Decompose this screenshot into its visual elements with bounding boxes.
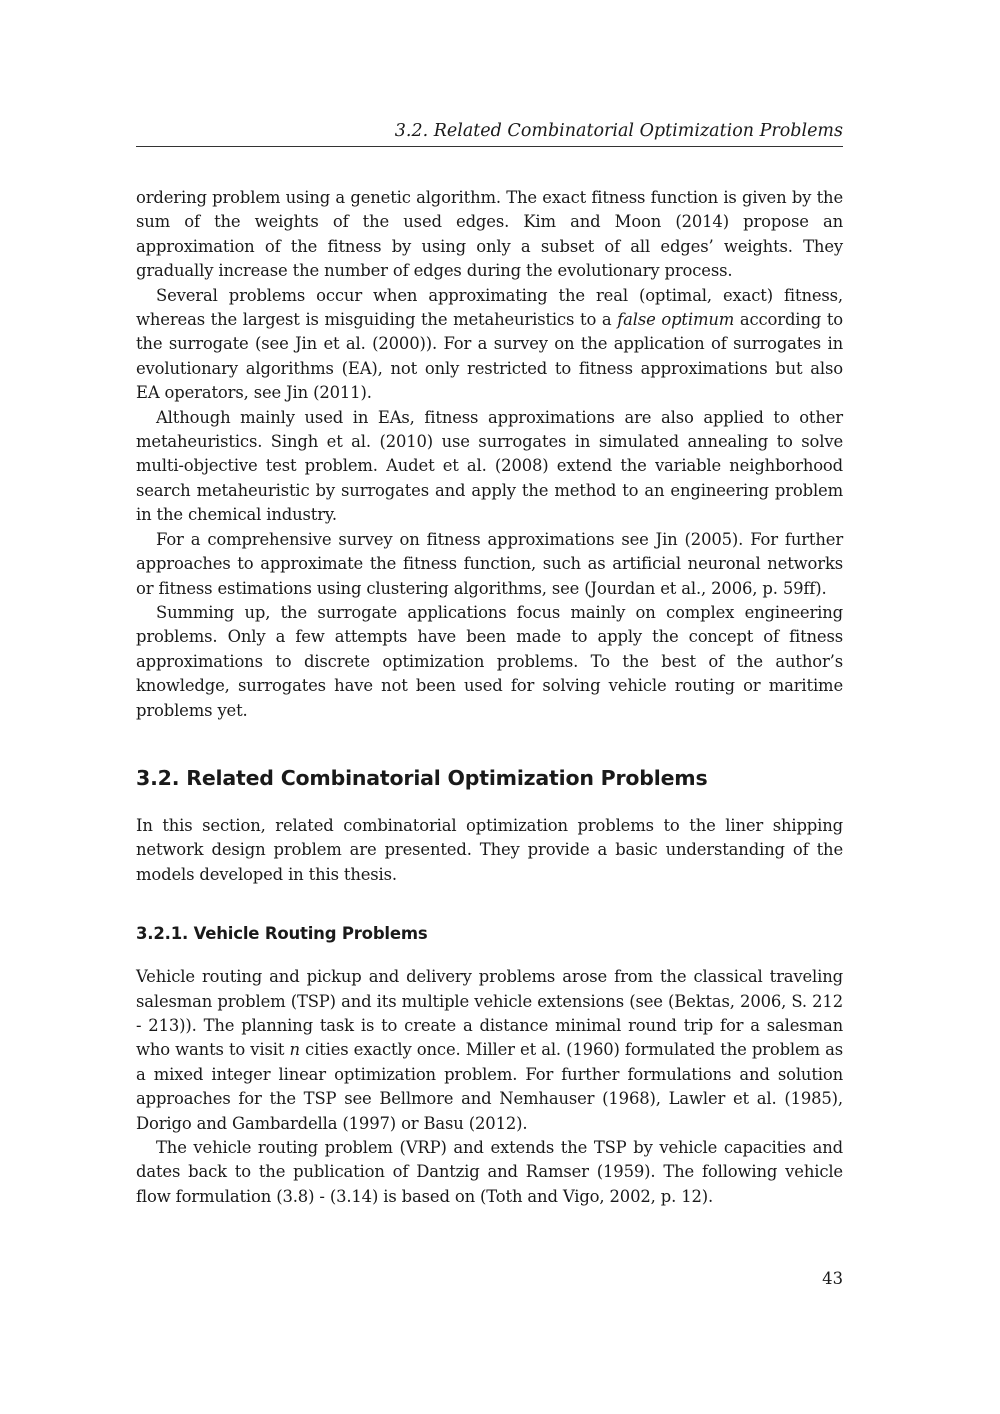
paragraph-text: Several problems occur when approximating the real (optimal, exact) fitness, whereas the largest is misguiding the metaheuristics to a (136, 285, 843, 330)
paragraph (136, 965, 843, 1136)
header-divider (136, 146, 843, 147)
emphasis-text: false optimum (617, 310, 735, 330)
paragraph-text: according to the surrogate (see Jin et al. (2000)). For a survey on the application of surrogates in evolutionary algorithms (EA), not only restricted to fitness approximations but also EA operators, see Jin (2011). (136, 310, 843, 403)
running-header: 3.2. Related Combinatorial Optimization Problems (394, 121, 843, 141)
paragraph: For a comprehensive survey on fitness approximations see Jin (2005). For further approaches to approximate the fitness function, such as artificial neuronal networks or fitness estimations using clustering algorithms, see (Jourdan et al., 2006, p. 59ff). (136, 529, 843, 598)
paragraph: ordering problem using a genetic algorithm. The exact fitness function is given by the sum of the weights of the used edges. Kim and Moon (2014) propose an approximation of the fitness by using only a subset of all edges’ weights. They gradually increase the number of edges during the evolutionary process. (136, 188, 843, 281)
paragraph: The vehicle routing problem (VRP) and extends the TSP by vehicle capacities and dates back to the publication of Dantzig and Ramser (1959). The following vehicle flow formulation (3.8) - (3.14) is based on (Toth and Vigo, 2002, p. 12). (136, 1138, 843, 1206)
paragraph-text: cities exactly once. Miller et al. (1960) formulated the problem as a mixed integer linear optimization problem. For further formulations and solution approaches for the TSP see Bellmore and Nemhauser (1968), Lawler et al. (1985), Dorigo and Gambardella (1997) or Basu (2012). (136, 1040, 844, 1133)
page-number: 43 (822, 1269, 843, 1288)
body-text (136, 186, 843, 1209)
paragraph-text: Vehicle routing and pickup and delivery problems arose from the classical traveling salesman problem (TSP) and its multiple vehicle extensions (see (Bektas, 2006, S. 212 - 213)). The planning task is to create a distance minimal round trip for a salesman who wants to visit (136, 967, 843, 1060)
paragraph: Summing up, the surrogate applications focus mainly on complex engineering problems. Only a few attempts have been made to apply the concept of fitness approximations to discrete optimization problems. To the best of the author’s knowledge, surrogates have not been used for solving vehicle routing or maritime problems yet. (136, 602, 843, 720)
section-heading: 3.2. Related Combinatorial Optimization Problems (136, 765, 708, 790)
subsection-heading: 3.2.1. Vehicle Routing Problems (136, 924, 428, 944)
math-variable: n (289, 1040, 300, 1060)
paragraph: Although mainly used in EAs, fitness approximations are also applied to other metaheuristics. Singh et al. (2010) use surrogates in simulated annealing to solve multi-objective test problem. Audet et al. (2008) extend the variable neighborhood search metaheuristic by surrogates and apply the method to an engineering problem in the chemical industry. (136, 407, 843, 525)
section-intro: In this section, related combinatorial optimization problems to the liner shipping network design problem are presented. They provide a basic understanding of the models developed in this thesis. (136, 815, 843, 884)
paragraph (136, 284, 843, 406)
